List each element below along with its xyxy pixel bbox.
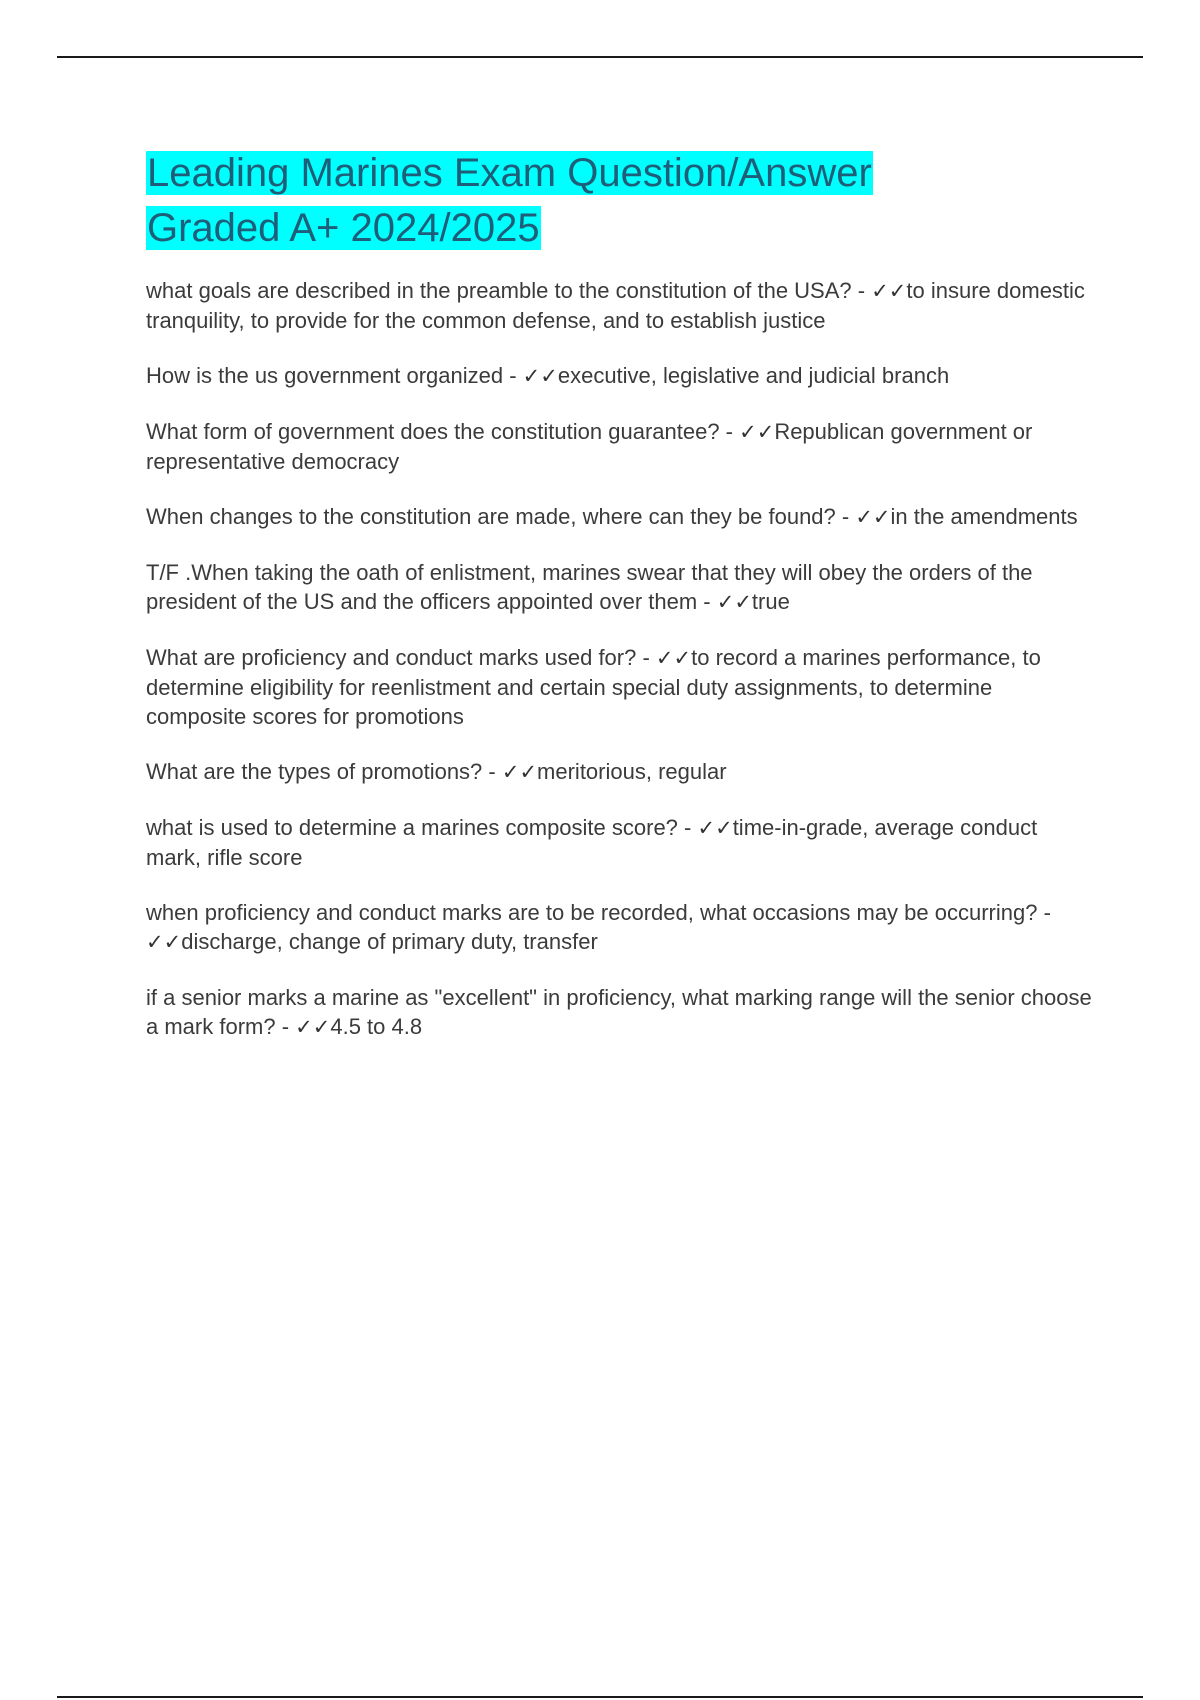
answer-text: time-in-grade, average conduct mark, rifle score (146, 815, 1038, 870)
question-text: T/F .When taking the oath of enlistment, marines swear that they will obey the orders of the president of the US and the officers appointed over them - (146, 560, 1033, 614)
check-icon: ✓✓ (522, 364, 558, 388)
qa-item (146, 813, 1096, 872)
top-rule (57, 56, 1143, 58)
check-icon: ✓✓ (655, 646, 692, 670)
answer-text: discharge, change of primary duty, transfer (181, 929, 598, 954)
answer-text: true (751, 589, 790, 614)
question-text: What form of government does the constitution guarantee? - (146, 419, 740, 444)
question-text: How is the us government organized - (146, 363, 523, 388)
page-title (146, 146, 1096, 256)
answer-text: 4.5 to 4.8 (330, 1014, 423, 1039)
document-body (146, 146, 1096, 1068)
check-icon: ✓✓ (501, 760, 538, 784)
qa-item (146, 361, 1096, 391)
qa-item (146, 417, 1096, 476)
question-text: When changes to the constitution are made, where can they be found? - (146, 504, 856, 529)
qa-item (146, 502, 1096, 532)
title-line-2: Graded A+ 2024/2025 (147, 206, 540, 250)
question-text: What are the types of promotions? - (146, 759, 502, 784)
check-icon: ✓✓ (871, 279, 907, 303)
title-line-1: Leading Marines Exam Question/Answer (147, 151, 872, 195)
qa-item (146, 558, 1096, 617)
question-text: when proficiency and conduct marks are to be recorded, what occasions may be occurring? - (146, 900, 1051, 925)
answer-text: executive, legislative and judicial branch (557, 363, 950, 388)
bottom-rule (57, 1696, 1143, 1698)
answer-text: to record a marines performance, to determine eligibility for reenlistment and certain special duty assignments, to determine composite scores for promotions (146, 645, 1041, 729)
answer-text: in the amendments (890, 504, 1078, 529)
check-icon: ✓✓ (739, 420, 775, 444)
question-text: if a senior marks a marine as "excellent" in proficiency, what marking range will the senior choose a mark form? - (146, 985, 1092, 1039)
question-text: What are proficiency and conduct marks used for? - (146, 645, 656, 670)
answer-text: Republican government or representative democracy (146, 419, 1033, 474)
qa-item (146, 983, 1096, 1042)
answer-text: meritorious, regular (537, 759, 727, 784)
check-icon: ✓✓ (697, 816, 733, 840)
answer-text: to insure domestic tranquility, to provide for the common defense, and to establish justice (146, 278, 1085, 333)
check-icon: ✓✓ (295, 1015, 331, 1039)
check-icon: ✓✓ (855, 505, 891, 529)
qa-item (146, 276, 1096, 335)
question-text: what is used to determine a marines composite score? - (146, 815, 698, 840)
question-text: what goals are described in the preamble to the constitution of the USA? - (146, 278, 872, 303)
qa-item (146, 898, 1096, 957)
check-icon: ✓✓ (146, 930, 182, 954)
qa-item (146, 643, 1096, 731)
check-icon: ✓✓ (716, 590, 752, 614)
qa-item (146, 757, 1096, 787)
